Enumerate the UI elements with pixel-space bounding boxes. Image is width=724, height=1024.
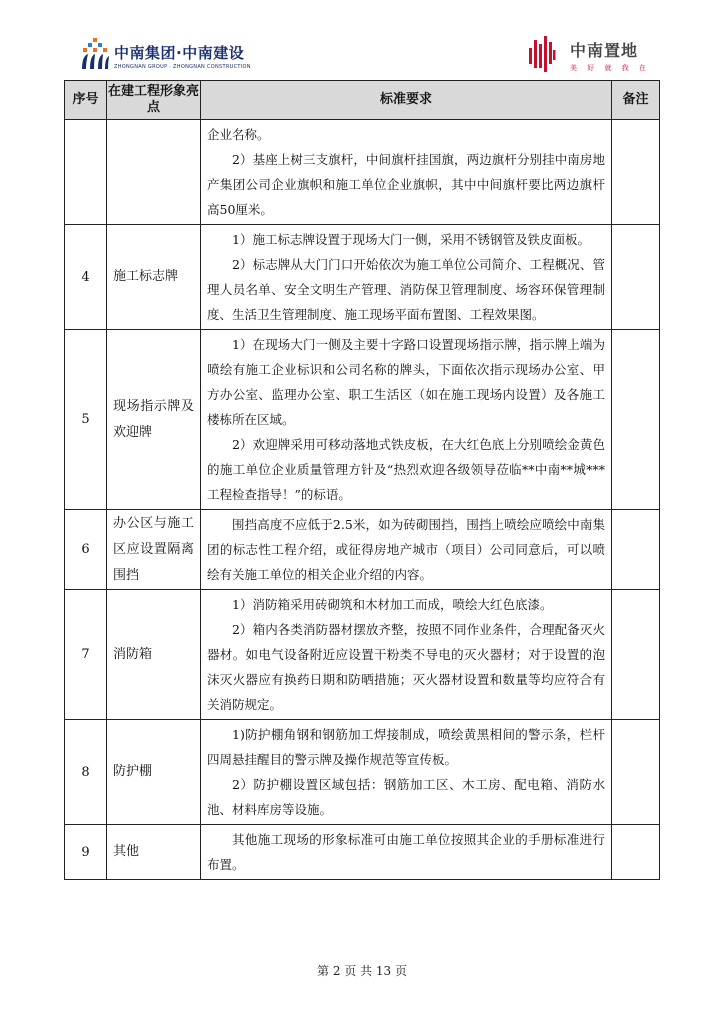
row-remarks xyxy=(612,510,660,590)
right-logo-text: 中南置地 xyxy=(570,41,639,60)
table-row xyxy=(65,825,660,880)
table-row xyxy=(65,510,660,590)
zhongnan-logo-mark-icon xyxy=(80,38,110,70)
row-item: 办公区与施工区应设置隔离围挡 xyxy=(107,510,201,590)
zhongnan-land-mark-icon xyxy=(528,36,556,72)
row-remarks xyxy=(612,330,660,510)
row-requirement xyxy=(201,825,612,880)
table-row xyxy=(65,225,660,330)
table-header-row xyxy=(65,81,660,120)
table-row xyxy=(65,590,660,720)
requirement-paragraph: 2）基座上树三支旗杆，中间旗杆挂国旗，两边旗杆分别挂中南房地产集团公司企业旗帜和施工单位企业旗帜，其中中间旗杆要比两边旗杆高50厘米。 xyxy=(207,152,605,217)
row-number: 7 xyxy=(65,590,107,720)
row-item: 现场指示牌及欢迎牌 xyxy=(107,330,201,510)
row-requirement xyxy=(201,330,612,510)
left-logo-english: ZHONGNAN GROUP · ZHONGNAN CONSTRUCTION xyxy=(114,64,251,70)
requirement-paragraph: 1）消防箱采用砖砌筑和木材加工而成，喷绘大红色底漆。 xyxy=(232,597,553,612)
header-remarks: 备注 xyxy=(612,81,660,120)
header-standard: 标准要求 xyxy=(201,81,612,120)
requirement-paragraph: 2）欢迎牌采用可移动落地式铁皮板，在大红色底上分别喷绘金黄色的施工单位企业质量管理方针及“热烈欢迎各级领导莅临**中南**城***工程检查指导！”的标语。 xyxy=(207,437,605,502)
left-logo-text: 中南集团·中南建设 xyxy=(114,44,245,62)
row-number: 6 xyxy=(65,510,107,590)
row-remarks xyxy=(612,225,660,330)
row-remarks xyxy=(612,720,660,825)
row-remarks xyxy=(612,825,660,880)
requirement-paragraph: 1)防护棚角钢和钢筋加工焊接制成，喷绘黄黑相间的警示条，栏杆四周悬挂醒目的警示牌及操作规范等宣传板。 xyxy=(207,727,605,767)
row-item: 消防箱 xyxy=(107,590,201,720)
page-footer: 第 2 页 共 13 页 xyxy=(317,964,407,978)
requirement-paragraph: 其他施工现场的形象标准可由施工单位按照其企业的手册标准进行布置。 xyxy=(207,832,605,872)
row-requirement xyxy=(201,225,612,330)
row-number: 8 xyxy=(65,720,107,825)
header-number: 序号 xyxy=(65,81,107,120)
requirement-paragraph: 1）施工标志牌设置于现场大门一侧，采用不锈钢管及铁皮面板。 xyxy=(232,232,590,247)
row-remarks xyxy=(612,590,660,720)
requirement-paragraph: 1）在现场大门一侧及主要十字路口设置现场指示牌，指示牌上端为喷绘有施工企业标识和公司名称的牌头，下面依次指示现场办公室、甲方办公室、监理办公室、职工生活区（如在施工现场内设置）及各施工楼栋所在区域。 xyxy=(207,337,605,427)
row-item: 其他 xyxy=(107,825,201,880)
requirement-paragraph: 围挡高度不应低于2.5米，如为砖砌围挡，围挡上喷绘应喷绘中南集团的标志性工程介绍，或征得房地产城市（项目）公司同意后，可以喷绘有关施工单位的相关企业介绍的内容。 xyxy=(207,517,605,582)
row-item: 防护棚 xyxy=(107,720,201,825)
row-requirement xyxy=(201,720,612,825)
table-row xyxy=(65,330,660,510)
header-highlight: 在建工程形象亮点 xyxy=(107,81,201,120)
standards-table xyxy=(64,80,660,880)
table-row xyxy=(65,120,660,225)
row-number xyxy=(65,120,107,225)
table-row xyxy=(65,720,660,825)
row-number: 9 xyxy=(65,825,107,880)
requirement-paragraph: 2）防护棚设置区域包括：钢筋加工区、木工房、配电箱、消防水池、材料库房等设施。 xyxy=(207,777,605,817)
row-number: 5 xyxy=(65,330,107,510)
requirement-paragraph: 企业名称。 xyxy=(207,127,270,142)
requirement-paragraph: 2）标志牌从大门门口开始依次为施工单位公司简介、工程概况、管理人员名单、安全文明生产管理、消防保卫管理制度、场容环保管理制度、生活卫生管理制度、施工现场平面布置图、工程效果图。 xyxy=(207,257,605,322)
right-logo-slogan: 美 好 就 我 在 xyxy=(570,64,650,72)
row-number: 4 xyxy=(65,225,107,330)
row-requirement xyxy=(201,120,612,225)
row-remarks xyxy=(612,120,660,225)
row-item xyxy=(107,120,201,225)
requirement-paragraph: 2）箱内各类消防器材摆放齐整，按照不同作业条件，合理配备灭火器材。如电气设备附近应设置干粉类不导电的灭火器材；对于设置的泡沫灭火器应有换药日期和防晒措施；灭火器材设置和数量等均应符合有关消防规定。 xyxy=(207,622,605,712)
row-requirement xyxy=(201,590,612,720)
page-header xyxy=(0,0,724,80)
row-item: 施工标志牌 xyxy=(107,225,201,330)
row-requirement xyxy=(201,510,612,590)
